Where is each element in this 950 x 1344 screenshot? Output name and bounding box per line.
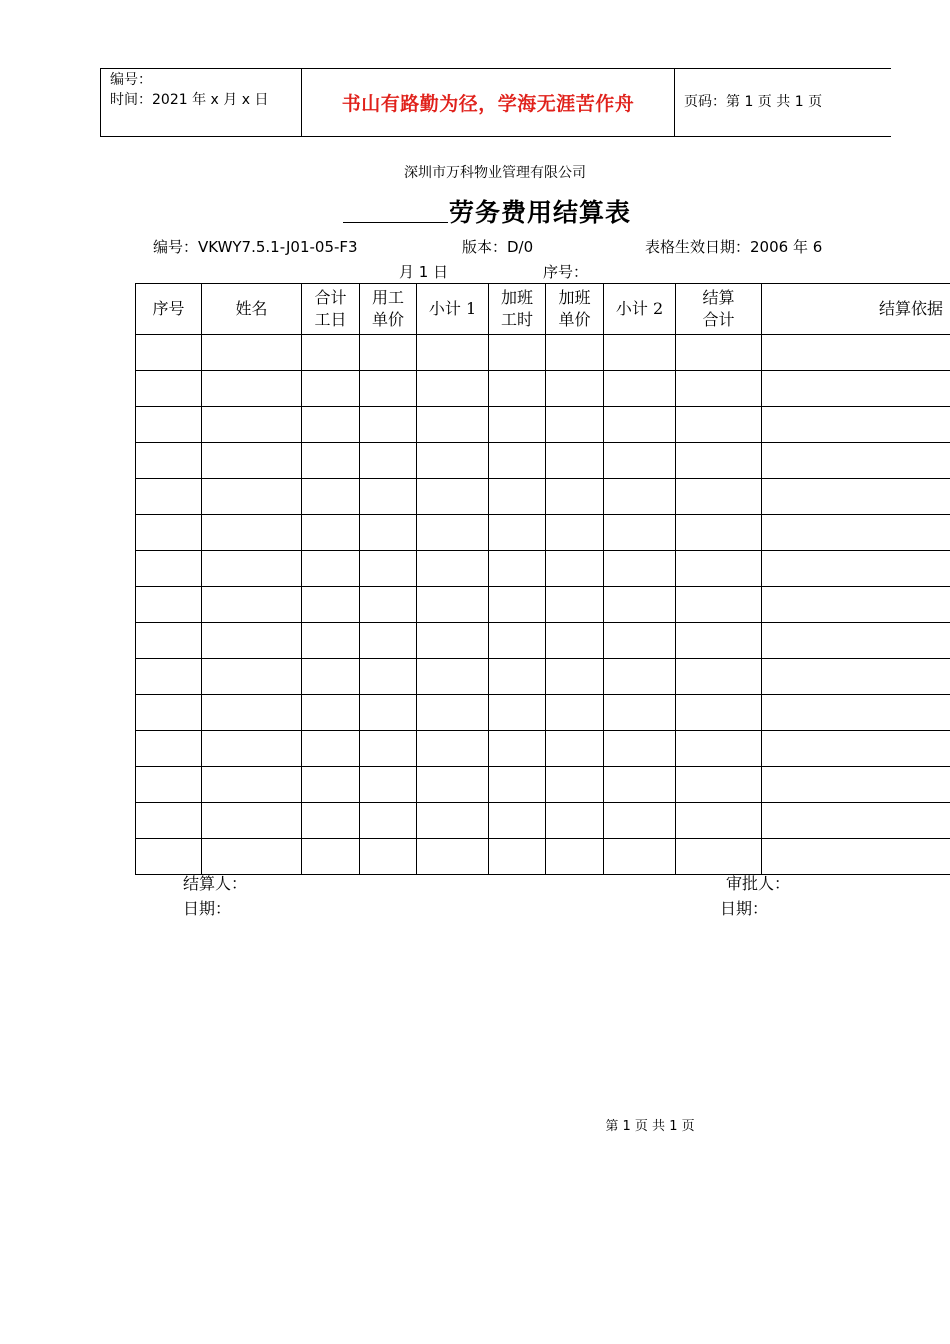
table-cell[interactable]: [489, 767, 546, 803]
table-cell[interactable]: [302, 371, 360, 407]
table-cell[interactable]: [546, 407, 604, 443]
table-cell[interactable]: [546, 515, 604, 551]
table-cell[interactable]: [417, 839, 489, 875]
table-cell[interactable]: [136, 587, 202, 623]
table-cell[interactable]: [136, 407, 202, 443]
table-cell[interactable]: [202, 479, 302, 515]
col-header-overtime-price: 加班 单价: [546, 284, 604, 335]
table-cell[interactable]: [762, 767, 950, 803]
table-cell[interactable]: [546, 803, 604, 839]
table-cell[interactable]: [762, 623, 950, 659]
table-cell[interactable]: [417, 551, 489, 587]
table-cell[interactable]: [762, 515, 950, 551]
table-cell[interactable]: [202, 407, 302, 443]
header-motto-cell: [302, 69, 675, 136]
table-cell[interactable]: [604, 515, 676, 551]
table-cell[interactable]: [417, 371, 489, 407]
table-cell[interactable]: [676, 407, 762, 443]
table-cell[interactable]: [136, 551, 202, 587]
effective-date: 表格生效日期：2006 年 6: [645, 238, 823, 256]
table-cell[interactable]: [202, 587, 302, 623]
table-cell[interactable]: [202, 695, 302, 731]
table-row: [136, 839, 950, 875]
table-cell[interactable]: [302, 335, 360, 371]
table-cell[interactable]: [546, 767, 604, 803]
table-cell[interactable]: [546, 587, 604, 623]
table-cell[interactable]: [604, 371, 676, 407]
table-row: [136, 371, 950, 407]
table-cell[interactable]: [676, 731, 762, 767]
table-cell[interactable]: [136, 479, 202, 515]
table-cell[interactable]: [489, 839, 546, 875]
table-cell[interactable]: [604, 335, 676, 371]
table-cell[interactable]: [136, 803, 202, 839]
header-code-label: 编号：: [110, 72, 152, 88]
table-cell[interactable]: [676, 335, 762, 371]
table-cell[interactable]: [417, 335, 489, 371]
table-cell[interactable]: [489, 371, 546, 407]
header-page-cell: [675, 69, 891, 136]
table-cell[interactable]: [417, 695, 489, 731]
table-cell[interactable]: [302, 407, 360, 443]
table-cell[interactable]: [360, 371, 417, 407]
table-cell[interactable]: [202, 335, 302, 371]
table-cell[interactable]: [604, 731, 676, 767]
table-cell[interactable]: [417, 659, 489, 695]
table-cell[interactable]: [676, 839, 762, 875]
table-cell[interactable]: [676, 371, 762, 407]
table-cell[interactable]: [676, 623, 762, 659]
table-cell[interactable]: [762, 587, 950, 623]
form-code: 编号：VKWY7.5.1-J01-05-F3: [153, 238, 358, 256]
table-cell[interactable]: [762, 407, 950, 443]
table-row: [136, 479, 950, 515]
table-cell[interactable]: [676, 587, 762, 623]
table-cell[interactable]: [360, 623, 417, 659]
table-cell[interactable]: [604, 803, 676, 839]
table-cell[interactable]: [489, 443, 546, 479]
table-cell[interactable]: [762, 695, 950, 731]
table-cell[interactable]: [360, 839, 417, 875]
table-cell[interactable]: [136, 371, 202, 407]
table-cell[interactable]: [762, 443, 950, 479]
table-cell[interactable]: [604, 695, 676, 731]
table-cell[interactable]: [546, 839, 604, 875]
table-cell[interactable]: [302, 695, 360, 731]
table-cell[interactable]: [762, 551, 950, 587]
table-cell[interactable]: [676, 695, 762, 731]
table-cell[interactable]: [360, 551, 417, 587]
table-cell[interactable]: [604, 659, 676, 695]
table-cell[interactable]: [136, 731, 202, 767]
table-cell[interactable]: [417, 443, 489, 479]
table-cell[interactable]: [302, 731, 360, 767]
table-cell[interactable]: [489, 659, 546, 695]
table-cell[interactable]: [676, 515, 762, 551]
table-cell[interactable]: [360, 443, 417, 479]
table-row: [136, 803, 950, 839]
table-row: [136, 659, 950, 695]
table-cell[interactable]: [604, 407, 676, 443]
table-cell[interactable]: [302, 623, 360, 659]
table-cell[interactable]: [604, 587, 676, 623]
date-right-label: 日期：: [720, 899, 769, 918]
settlement-table: [135, 283, 950, 875]
col-header-serial: 序号: [136, 284, 202, 335]
table-cell[interactable]: [302, 767, 360, 803]
table-row: [136, 695, 950, 731]
table-cell[interactable]: [360, 695, 417, 731]
approver-label: 审批人：: [726, 874, 791, 893]
table-cell[interactable]: [202, 767, 302, 803]
col-header-settlement-basis: 结算依据: [762, 284, 950, 335]
table-cell[interactable]: [417, 587, 489, 623]
table-cell[interactable]: [489, 515, 546, 551]
page-footer: 第 1 页 共 1 页: [605, 1119, 695, 1134]
table-cell[interactable]: [302, 659, 360, 695]
table-cell[interactable]: [302, 551, 360, 587]
table-cell[interactable]: [489, 479, 546, 515]
header-motto: 书山有路勤为径，学海无涯苦作舟: [341, 93, 635, 115]
table-cell[interactable]: [302, 515, 360, 551]
table-cell[interactable]: [417, 479, 489, 515]
table-cell[interactable]: [489, 803, 546, 839]
table-row: [136, 443, 950, 479]
table-cell[interactable]: [202, 731, 302, 767]
company-name: 深圳市万科物业管理有限公司: [404, 165, 586, 181]
table-cell[interactable]: [302, 587, 360, 623]
table-cell[interactable]: [676, 803, 762, 839]
table-row: [136, 767, 950, 803]
col-header-overtime-hours: 加班 工时: [489, 284, 546, 335]
table-cell[interactable]: [546, 335, 604, 371]
table-cell[interactable]: [546, 443, 604, 479]
header-info-cell: [101, 69, 302, 136]
table-cell[interactable]: [546, 623, 604, 659]
table-row: [136, 587, 950, 623]
effective-date-cont: 月 1 日: [399, 263, 449, 281]
date-left-label: 日期：: [183, 899, 232, 918]
col-header-total-days: 合计 工日: [302, 284, 360, 335]
table-cell[interactable]: [762, 803, 950, 839]
table-cell[interactable]: [604, 443, 676, 479]
table-cell[interactable]: [417, 731, 489, 767]
col-header-subtotal-1: 小计 1: [417, 284, 489, 335]
table-cell[interactable]: [546, 695, 604, 731]
table-cell[interactable]: [202, 371, 302, 407]
table-cell[interactable]: [417, 803, 489, 839]
table-cell[interactable]: [676, 767, 762, 803]
table-cell[interactable]: [417, 515, 489, 551]
table-cell[interactable]: [417, 623, 489, 659]
table-cell[interactable]: [202, 839, 302, 875]
table-cell[interactable]: [136, 443, 202, 479]
table-cell[interactable]: [489, 335, 546, 371]
table-cell[interactable]: [202, 443, 302, 479]
table-cell[interactable]: [136, 659, 202, 695]
table-cell[interactable]: [676, 479, 762, 515]
header-page-label: 页码：第 1 页 共 1 页: [684, 94, 823, 110]
table-cell[interactable]: [546, 479, 604, 515]
table-cell[interactable]: [302, 839, 360, 875]
table-cell[interactable]: [762, 371, 950, 407]
table-cell[interactable]: [604, 623, 676, 659]
table-cell[interactable]: [604, 479, 676, 515]
table-cell[interactable]: [676, 443, 762, 479]
table-cell[interactable]: [762, 731, 950, 767]
table-cell[interactable]: [360, 515, 417, 551]
table-row: [136, 407, 950, 443]
table-cell[interactable]: [202, 515, 302, 551]
table-cell[interactable]: [302, 479, 360, 515]
table-cell[interactable]: [136, 335, 202, 371]
col-header-name: 姓名: [202, 284, 302, 335]
table-cell[interactable]: [360, 803, 417, 839]
table-cell[interactable]: [202, 659, 302, 695]
settler-label: 结算人：: [183, 874, 248, 893]
table-cell[interactable]: [604, 839, 676, 875]
table-cell[interactable]: [546, 659, 604, 695]
table-cell[interactable]: [546, 371, 604, 407]
table-cell[interactable]: [546, 731, 604, 767]
table-cell[interactable]: [202, 623, 302, 659]
form-version: 版本：D/0: [462, 238, 534, 256]
table-cell[interactable]: [604, 767, 676, 803]
table-row: [136, 515, 950, 551]
table-cell[interactable]: [417, 767, 489, 803]
serial-label: 序号：: [543, 263, 589, 281]
document-header: [100, 68, 891, 137]
table-cell[interactable]: [762, 479, 950, 515]
table-cell[interactable]: [136, 767, 202, 803]
table-cell[interactable]: [136, 695, 202, 731]
col-header-unit-price: 用工 单价: [360, 284, 417, 335]
form-title: 劳务费用结算表: [449, 198, 632, 227]
table-cell[interactable]: [489, 623, 546, 659]
table-cell[interactable]: [360, 659, 417, 695]
table-cell[interactable]: [360, 407, 417, 443]
table-cell[interactable]: [202, 803, 302, 839]
table-header-row: [136, 284, 950, 335]
table-row: [136, 551, 950, 587]
table-cell[interactable]: [302, 803, 360, 839]
table-cell[interactable]: [676, 551, 762, 587]
table-cell[interactable]: [417, 407, 489, 443]
table-cell[interactable]: [762, 335, 950, 371]
table-cell[interactable]: [676, 659, 762, 695]
col-header-settlement-total: 结算 合计: [676, 284, 762, 335]
table-cell[interactable]: [360, 767, 417, 803]
header-time-label: 时间：2021 年 x 月 x 日: [110, 92, 269, 108]
table-cell[interactable]: [360, 335, 417, 371]
table-cell[interactable]: [489, 551, 546, 587]
table-cell[interactable]: [604, 551, 676, 587]
table-cell[interactable]: [489, 731, 546, 767]
table-row: [136, 623, 950, 659]
title-blank-line: [343, 222, 448, 223]
table-cell[interactable]: [489, 407, 546, 443]
table-cell[interactable]: [202, 551, 302, 587]
col-header-subtotal-2: 小计 2: [604, 284, 676, 335]
table-cell[interactable]: [136, 839, 202, 875]
table-cell[interactable]: [762, 839, 950, 875]
table-cell[interactable]: [489, 587, 546, 623]
table-cell[interactable]: [136, 623, 202, 659]
table-cell[interactable]: [360, 731, 417, 767]
table-cell[interactable]: [360, 587, 417, 623]
table-cell[interactable]: [302, 443, 360, 479]
table-cell[interactable]: [136, 515, 202, 551]
table-cell[interactable]: [546, 551, 604, 587]
table-cell[interactable]: [489, 695, 546, 731]
table-cell[interactable]: [360, 479, 417, 515]
table-row: [136, 335, 950, 371]
table-cell[interactable]: [762, 659, 950, 695]
table-row: [136, 731, 950, 767]
